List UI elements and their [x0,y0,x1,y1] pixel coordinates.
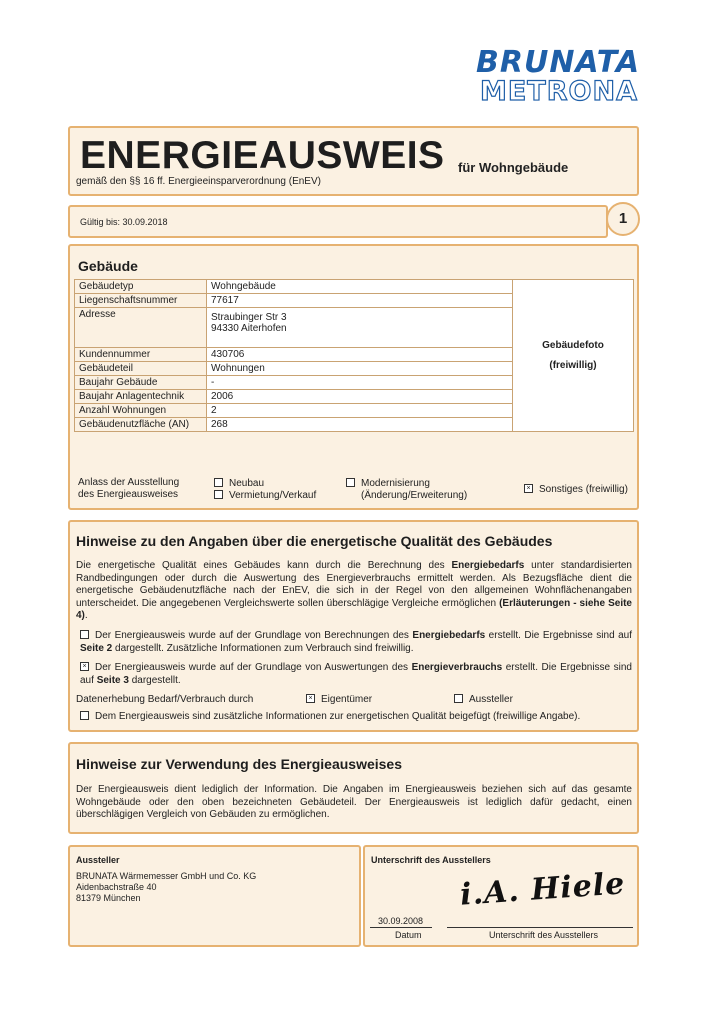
checkbox-icon[interactable] [346,478,355,487]
address-street: Straubinger Str 3 [211,312,287,323]
text-run: Die energetische Qualität eines Gebäudes kann durch die Berechnung des [76,560,452,571]
text-run: dargestellt. Zusätzliche Informationen zum Verbrauch sind freiwillig. [112,642,414,654]
usage-section-title: Hinweise zur Verwendung des Energieausweises [76,756,403,772]
anlass-options-col2 [346,478,467,502]
brunata-logo-line1: BRUNATA [476,45,641,80]
text-run: erstellt. Die Ergebnisse sind auf [485,630,633,641]
signature-date-value: 30.09.2008 [378,916,424,926]
signature-line [447,927,633,928]
row-label: Anzahl Wohnungen [75,404,207,418]
checkbox-icon[interactable] [80,711,89,720]
datenerhebung-label: Datenerhebung Bedarf/Verbrauch durch [76,694,254,705]
table-row [75,280,634,294]
row-value: - [207,376,513,390]
quality-intro-paragraph [76,560,632,623]
text-run: erstellt. Die Ergebnisse sind auf [80,662,632,686]
text-run-bold: (Erläuterungen - siehe Seite 4) [76,597,632,621]
text-run-bold: Seite 2 [80,642,113,654]
option-modernisierung[interactable] [346,478,467,490]
legal-reference: gemäß den §§ 16 ff. Energieeinsparverordnung (EnEV) [76,176,321,187]
text-run: Der Energieausweis wurde auf der Grundlage von Auswertungen des [95,662,412,673]
metrona-logo-line2: METRONA [480,76,638,107]
option-label: Eigentümer [321,694,373,705]
row-label: Liegenschaftsnummer [75,294,207,308]
issuer-title: Aussteller [76,855,120,865]
row-label: Gebäudeteil [75,362,207,376]
option-aussteller[interactable] [454,694,513,707]
checkbox-icon[interactable] [214,478,223,487]
document-subtitle: für Wohngebäude [458,160,569,175]
row-label: Baujahr Anlagentechnik [75,390,207,404]
option-label: Dem Energieausweis sind zusätzliche Informationen zur energetischen Qualität beigefügt (freiwillige Angabe). [95,711,581,722]
text-run: Der Energieausweis wurde auf der Grundlage von Berechnungen des [95,630,413,641]
checkbox-icon[interactable] [214,490,223,499]
row-value: 77617 [207,294,513,308]
row-value: Wohngebäude [207,280,513,294]
checkbox-checked-icon[interactable]: × [524,484,533,493]
handwritten-signature: i.A. Hiele [458,866,627,913]
option-verbrauch[interactable] [80,662,632,687]
valid-until: Gültig bis: 30.09.2018 [80,217,168,227]
issuer-line: BRUNATA Wärmemesser GmbH und Co. KG [76,871,257,881]
document-title: ENERGIEAUSWEIS [80,134,445,177]
row-label: Baujahr Gebäude [75,376,207,390]
option-label: Modernisierung [361,478,430,489]
checkbox-checked-icon[interactable]: × [306,694,315,703]
building-section-title: Gebäude [78,258,138,274]
issuer-address [76,871,256,904]
address-city: 94330 Aiterhofen [211,323,287,334]
option-neubau[interactable] [214,478,316,490]
option-sonstiges[interactable] [524,484,628,496]
signature-label: Unterschrift des Ausstellers [489,930,599,940]
option-label: Neubau [229,478,265,489]
option-label: Vermietung/Verkauf [229,490,317,501]
text-run-bold: Energieverbrauchs [411,662,503,673]
text-run: unter standardisierten Randbedingungen oder durch die Auswertung des Energieverbrauchs ermittelt werden. Als Bezugsfläche dient die energetische Gebäudenutzfläche nach der EnEV, die sich in der Regel von den allgemeinen Wohnflächenangaben unterscheidet. Die angegebenen Vergleichswerte sollen überschlägige Vergleiche ermöglichen [76,560,632,609]
text-run: dargestellt. [128,674,181,686]
anlass-label-line1: Anlass der Ausstellung [78,477,180,488]
anlass-label-line2: des Energieausweises [78,489,179,500]
text-run: . [84,610,88,621]
row-value: 430706 [207,348,513,362]
building-photo-placeholder [513,280,634,432]
anlass-row [74,475,635,505]
text-run-bold: Energiebedarfs [412,630,486,641]
option-modernisierung-sub: (Änderung/Erweiterung) [361,490,468,501]
date-line [370,927,432,928]
text-run-bold: Energiebedarfs [451,560,525,571]
checkbox-checked-icon[interactable]: × [80,662,89,671]
text-run-bold: Seite 3 [96,674,129,686]
checkbox-icon[interactable] [80,630,89,639]
photo-optional-label: (freiwillig) [549,359,597,371]
usage-text: Der Energieausweis dient lediglich der Information. Die Angaben im Energieausweis beziehen sich auf das gesamte Wohngebäude oder den oben bezeichneten Gebäudeteil. Der Energieausweis ist lediglich dafür gedacht, einen überschlägigen Vergleich von Gebäuden zu ermöglichen. [76,784,632,820]
option-eigentuemer[interactable] [306,694,372,707]
page-number-badge: 1 [606,202,640,236]
signature-title: Unterschrift des Ausstellers [371,855,491,865]
anlass-options-col1 [214,478,316,502]
row-label: Kundennummer [75,348,207,362]
photo-label: Gebäudefoto [542,339,604,351]
row-label: Gebäudetyp [75,280,207,294]
checkbox-icon[interactable] [454,694,463,703]
option-zusatzinfo[interactable] [80,711,632,724]
row-value: 2006 [207,390,513,404]
row-value: 268 [207,418,513,432]
anlass-label [78,477,179,501]
date-label: Datum [395,930,422,940]
quality-section-title: Hinweise zu den Angaben über die energetische Qualität des Gebäudes [76,533,553,549]
row-value: 2 [207,404,513,418]
building-table [74,279,634,432]
row-label: Gebäudenutzfläche (AN) [75,418,207,432]
option-vermietung[interactable] [214,490,316,502]
row-value: Wohnungen [207,362,513,376]
issuer-line: Aidenbachstraße 40 [76,882,157,892]
option-label: Aussteller [469,694,513,705]
row-label: Adresse [75,308,207,348]
option-label: Sonstiges (freiwillig) [539,484,628,495]
row-value [207,308,513,348]
issuer-line: 81379 München [76,893,141,903]
option-bedarf[interactable] [80,630,632,655]
